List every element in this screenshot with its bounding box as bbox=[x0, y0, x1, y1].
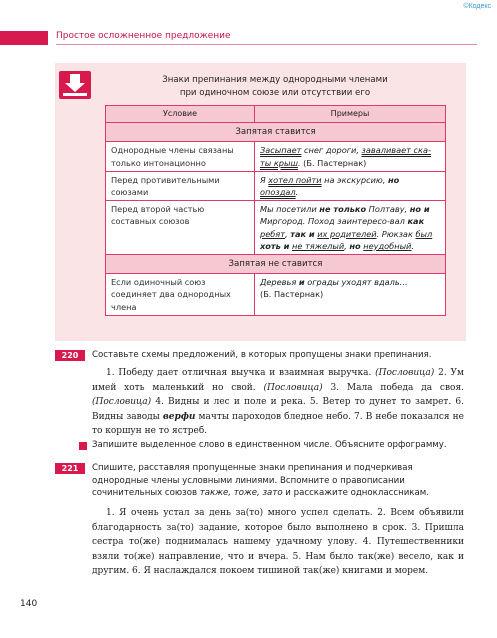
table-row bbox=[106, 274, 446, 316]
publisher-logo: ©Кодекс bbox=[463, 3, 491, 10]
condition-cell: Однородные члены связаны только интонационно bbox=[106, 142, 255, 171]
exercise-221-text: 1. Я очень устал за день за(то) много успел сделать. 2. Всем объявили благодарность за(то) задание, которое было выполнено в срок. 3. Пришла сестра то(же) поднималась нашему удачному улову. 4. Путешественники взяли то(же) направление, что и вчера. 5. Нам было так(же) весело, как и другим. 6. Я наслаждался покоем тишиной так(же) книгами и морем. bbox=[92, 508, 464, 576]
note-marker-icon bbox=[79, 442, 87, 450]
rules-title-line2: при одиночном союзе или отсутствии его bbox=[179, 88, 371, 98]
example-cell: Мы посетили не только Полтаву, но и Миргород. Поход заинтересо-вал как ребят, так и их родителей. Рюкзак был хоть и не тяжелый, но неудобный. bbox=[255, 201, 446, 255]
section-comma-used: Запятая ставится bbox=[106, 123, 446, 142]
example-cell: Засыпает снег дороги, заваливает ска-ты крыш. (Б. Пастернак) bbox=[255, 142, 446, 171]
exercise-220-text: 1. Победу дает отличная выучка и взаимная выручка. (Пословица) 2. Ум имей хоть маленький но свой. (Пословица) 3. Мала победа да своя. (Пословица) 4. Видны и лес и поле и река. 5. Ветер то дунет то замрет. 6. Видны заводы верфи мачты пароходов бледное небо. 7. В небе показался не то коршун не то ястреб. bbox=[92, 368, 464, 436]
punctuation-rules-table bbox=[105, 105, 446, 316]
exercise-221-task: Спишите, расставляя пропущенные знаки препинания и подчеркивая однородные члены условными линиями. Вспомните о правописании сочинительных союзов также, тоже, зато и расскажите одноклассникам. bbox=[92, 463, 429, 498]
rules-title bbox=[105, 74, 445, 100]
exercise-220-task: Составьте схемы предложений, в которых пропущены знаки препинания. bbox=[92, 350, 432, 360]
column-header-examples: Примеры bbox=[255, 106, 446, 123]
rules-title-line1: Знаки препинания между однородными членами bbox=[162, 75, 388, 85]
page-header-title: Простое осложненное предложение bbox=[56, 31, 231, 41]
condition-cell: Если одиночный союз соединяет два однородных члена bbox=[106, 274, 255, 316]
download-arrow-icon bbox=[59, 71, 91, 99]
table-row bbox=[106, 142, 446, 171]
column-header-condition: Условие bbox=[106, 106, 255, 123]
header-accent-bar bbox=[0, 31, 48, 45]
header-divider bbox=[56, 44, 477, 45]
condition-cell: Перед второй частью составных союзов bbox=[106, 201, 255, 255]
table-row bbox=[106, 171, 446, 200]
condition-cell: Перед противительными союзами bbox=[106, 171, 255, 200]
page-number: 140 bbox=[20, 599, 38, 609]
exercise-220-note: Запишите выделенное слово в единственном числе. Объясните орфограмму. bbox=[92, 440, 447, 450]
exercise-number-221: 221 bbox=[55, 463, 85, 474]
table-header-row bbox=[106, 106, 446, 123]
exercise-number-220: 220 bbox=[55, 350, 85, 361]
example-cell: Я хотел пойти на экскурсию, но опоздал. bbox=[255, 171, 446, 200]
example-cell: Деревья и ограды уходят вдаль… (Б. Пастернак) bbox=[255, 274, 446, 316]
table-row bbox=[106, 201, 446, 255]
section-comma-not-used: Запятая не ставится bbox=[106, 255, 446, 274]
